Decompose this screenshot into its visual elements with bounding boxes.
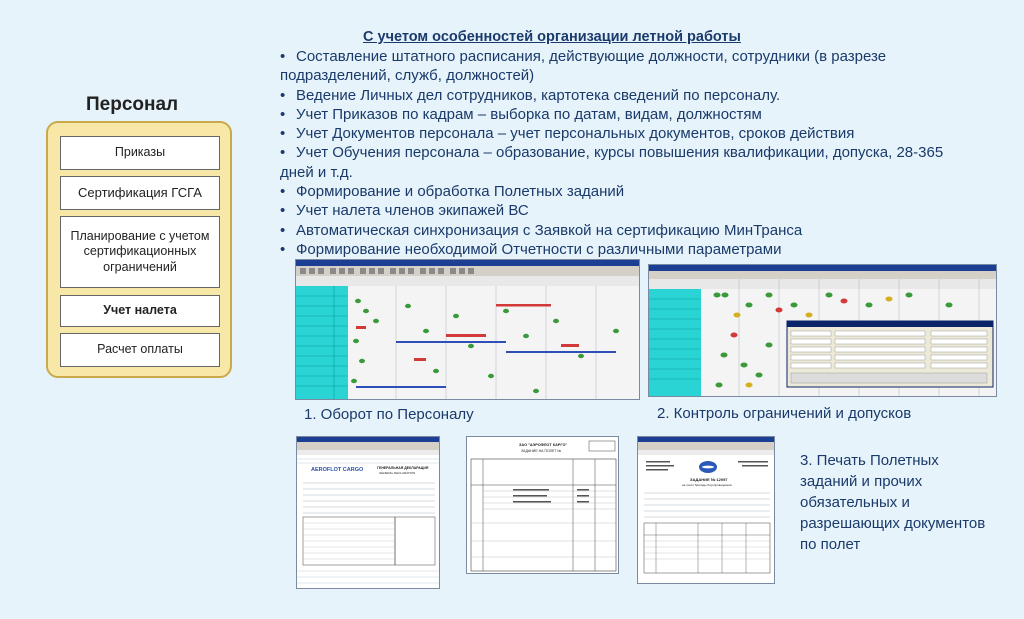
cabin-assignment-subtitle: на полет бригады бортпроводников: [682, 483, 732, 487]
bullet-item: • Составление штатного расписания, действующие должности, сотрудники (в разрезе подразделений, служб, должностей): [280, 48, 887, 85]
document-general-declaration: [296, 436, 440, 589]
screenshot-restrictions-control: [648, 264, 997, 397]
bullet-dot: •: [280, 125, 286, 143]
declaration-subtitle: GENERAL DECLARATION: [379, 471, 416, 475]
declaration-logo: AEROFLOT CARGO: [311, 467, 364, 473]
document-cabin-crew-assignment: [637, 436, 775, 584]
caption-personnel-turnover: 1. Оборот по Персоналу: [304, 406, 474, 423]
assignment-thumbnail: [467, 437, 619, 574]
bullet-dot: •: [280, 183, 286, 201]
bullet-list: [280, 47, 980, 259]
bullet-item: • Учет Обучения персонала – образование, курсы повышения квалификации, допуска, 28-365 дней и т.д.: [280, 144, 944, 181]
bullet-item: • Учет налета членов экипажей ВС: [280, 202, 529, 220]
bullet-dot: •: [280, 48, 286, 65]
panel-item-planning[interactable]: Планирование с учетом сертификационных ограничений: [60, 216, 220, 288]
caption-restrictions-control: 2. Контроль ограничений и допусков: [657, 405, 912, 422]
schedule-thumbnail: [296, 260, 640, 400]
screenshot-personnel-turnover: [295, 259, 640, 400]
assignment-subtitle: ЗАДАНИЕ НА ПОЛЕТ №: [521, 449, 562, 453]
cabin-assignment-title: ЗАДАНИЕ № 12097: [690, 477, 728, 482]
caption-print-documents: 3. Печать Полетных заданий и прочих обязательных и разрешающих документов по полет: [800, 452, 986, 553]
panel-item-certification[interactable]: Сертификация ГСГА: [60, 176, 220, 210]
bullet-item: • Формирование необходимой Отчетности с различными параметрами: [280, 240, 782, 258]
main-heading: С учетом особенностей организации летной работы: [363, 29, 741, 45]
bullet-item: • Ведение Личных дел сотрудников, картотека сведений по персоналу.: [280, 86, 781, 104]
bullet-dot: •: [280, 86, 286, 104]
panel-item-payroll[interactable]: Расчет оплаты: [60, 333, 220, 367]
panel-title: Персонал: [86, 94, 179, 115]
bullet-dot: •: [280, 105, 286, 123]
personnel-panel: [46, 121, 232, 378]
bullet-dot: •: [280, 144, 286, 162]
declaration-thumbnail: [297, 437, 440, 589]
bullet-dot: •: [280, 240, 286, 258]
assignment-title: ЗАО "АЭРОФЛОТ КАРГО": [519, 443, 568, 447]
bullet-item: • Автоматическая синхронизация с Заявкой на сертификацию МинТранса: [280, 221, 803, 239]
panel-item-flight-hours[interactable]: Учет налета: [60, 295, 220, 327]
bullet-item: • Учет Приказов по кадрам – выборка по датам, видам, должностям: [280, 105, 762, 123]
bullet-item: • Учет Документов персонала – учет персональных документов, сроков действия: [280, 125, 855, 143]
bullet-item: • Формирование и обработка Полетных заданий: [280, 183, 625, 201]
restrictions-thumbnail: [649, 265, 997, 397]
panel-item-orders[interactable]: Приказы: [60, 136, 220, 170]
bullet-dot: •: [280, 221, 286, 239]
document-flight-assignment: [466, 436, 619, 574]
declaration-title: ГЕНЕРАЛЬНАЯ ДЕКЛАРАЦИЯ: [377, 466, 429, 470]
bullet-dot: •: [280, 202, 286, 220]
cabin-assignment-thumbnail: [638, 437, 775, 584]
